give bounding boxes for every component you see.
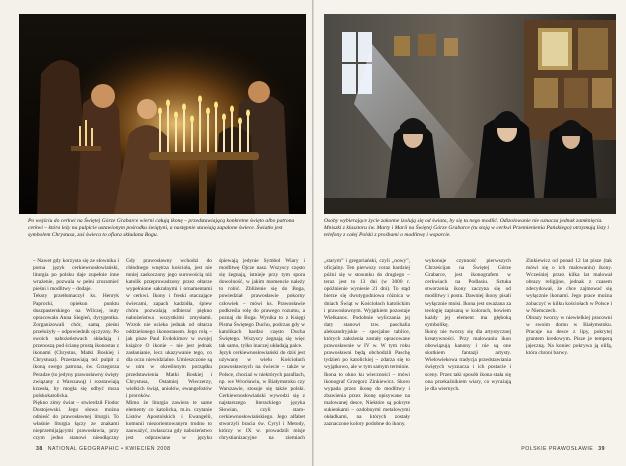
magazine-title: NATIONAL GEOGRAPHIC • KWIECIEŃ 2008: [47, 446, 171, 452]
paragraph: Mimo że liturgia zawiera te same elementy co katolicka, m.in. czytanie Listów Apostolskich i Ewangelii, komunii niezorientowanym trudno to zauważyć, zwłaszcza gdy nabożeństwo jest odprawiane w języku: [126, 399, 212, 442]
right-folio: [521, 446, 608, 452]
paragraph: Gdy prawosławny wchodzi do chłodnego wnętrza kościoła, jest nie mniej zaskoczony jego surowością niż katolik przeprowadzony przez ołtarze wypełnione sakralnymi i ornamentami w cerkwi. Ikony i freski otaczające świecami, zapach kadzidła, śpiew chóru pozwalają odbierać piękno nabożeństwa wszystkimi zmysłami. Wzrok nie ucieka jednak od ołtarza oddzielonego ikonostasem. Jego rolą – jak pisze Paul Evdokimov w swojej książce O ikonie – nie jest jednak zasłanianie, lecz ukazywanie tego, co dla oczu niewidzialne. Umieszczone są w nim w określonym porządku przedstawienia Matki Boskiej i Chrystusa, Ostatniej Wieczerzy, wielkich świąt, aniołów, ewangelistów i proroków.: [126, 258, 212, 399]
left-photo-caption: Po wejściu do cerkwi na Świętej Górze Grabarce wierni całują ikonę – przedstawiającą konkretne święto albo patrona cerkwi – która leży na pulpicie ustawionym pośrodku świątyni, a następnie stawiają zapalone świece. Światło jest symbolem Chrystusa, zaś świeca to ofiara składana Bogu.: [28, 218, 295, 239]
text-column-3: [219, 258, 305, 442]
paragraph: Ikony nie tworzy się dla artystycznej kreatywności. Przy malowaniu ikon obowiązują kanony i nie są one skutkiem fantazji artysty. Wielowiekowa tradycja przedstawiania świętych wyznacza i ich postacie i sceny. Przez taki sposób ikona stała się ona przekaźnikiem wiary, co wyrażają je dla wiernych.: [425, 328, 511, 392]
paragraph: Piękno zimy świat – stwierdził Fiodor Dostojewski. Jego słowa można odnieść do prawosławnej liturgii. To właśnie liturgia łączy ze znakami nieprzemijającymi prawosławia, przy czym jedno stanowi nieodłączny: [33, 399, 119, 442]
page-number: 38: [36, 446, 43, 452]
paragraph: Obrazy tworzy w niewielkiej pracowni w swoim domu w Białymstoku. Pracuje na desce z lipy, pokrytej gruntem kredowym. Pisze je temperą jajeczną. Na koniec pokrywa ją olifą, która chroni barwy.: [526, 314, 612, 357]
candles-photo: [19, 14, 306, 214]
paragraph: wykonuje czynność pierwszych Chrześcijan na Świętej Górze Grabarce, jest ikonografem w cerkwiach na Podlasiu. Sztuka stworzenia ikony zaczyna się od modlitwy i postu. Dawniej ikony pisali wyłącznie mnisi. Ikona jest uważana za teologię zapisaną w kolorach, bowiem każdy jej element ma głęboką symbolikę.: [425, 258, 511, 328]
paragraph: Ikona to okno ku wieczności – mówi ikonograf Grzegorz Zinkiewicz. Skoro wypada przez ikonę do modlitwy i zbawienia przez ikonę opisywane na malowanej desce, Niektóre są pokryte sukienkami – ozdobnymi metalowymi okładkami, na których zostały zaznaczone kolory podobne do ikony.: [324, 371, 410, 428]
right-page: [314, 0, 626, 466]
right-photo-caption: Osoby wybierające życie zakonne izolują się od świata, by się tu nego modlić. Odizolowanie nie oznacza jednak zamknięcia. Mniszki z klasztoru św. Marty i Marii na Świętej Górze Grabarce (tu stoją w cerkwi Przemienienia Pańskiego) otrzymują listy i telefony z całej Polski z prośbami o modlitwę i wsparcie.: [324, 218, 609, 239]
paragraph: śpiewają jedynie Symbol Wiary i modlitwę Ojcze nasz. Wszyscy często się żegnają, istnieje przy tym spora dowolność, w jakim momencie należy to robić. Zbliżenie się do Boga, powiedział prawosławie pokorny człowiek – mówi ks. Prawosławie podkreśla rolę do prawego rozumu, a poznaj do Boga. Wynika to z Księgi Pisma Świętego Duchu, podczas gdy w katolikach bardzo często Ducha Świętego. Wszyscy żegnają się więc tak samo, tylko inaczej układają palce.: [219, 258, 305, 350]
paragraph: „starym” i gregoriański, czyli „nowy”, oficjalny. Ten pierwszy coraz bardziej późni się w stosunku do drugiego – teraz jest to 13 dni (w 3000 r. opóźnienie wyniesie 21 dni). To stąd bierze się dwutygodniowa różnica w dniach Świąt w Kościołach katolickim i prawosławnym. Wyjątkiem pozostaje Wielkanoc. Podobnie wyliczania jej daty stanowi tzw. paschalia aleksandryjskie – specjalne tablice, których założenia zostały opracowane prawosławnie w IV w. W tym roku prawosławni będą obchodzili Paschę tydzień po katolickiej – zdarza się to wyjątkowo, ale w tym samym terminie.: [324, 258, 410, 371]
paragraph: – Nawet gdy korzysta się ze słownika i porna język cerkiewnosłowiański, liturgia po polsku daje zupełnie inne wrażenie, pozwala w pełni zrozumieć pieśni i modlitwy – dodaje.: [33, 258, 119, 293]
text-column-6: [526, 258, 612, 442]
text-column-2: [126, 258, 212, 442]
text-column-1: [33, 258, 119, 442]
paragraph: Zinkiewicz od ponad 12 lat pisze (tak mówi się o ich malowaniu) ikony. Wcześniej przez kilka lat malował obrazy religijne, jednak z czasem zdecydował, że chce zajmować się wyłącznie ikonami. Jego prace można zobaczyć w kilku kościołach w Polsce i w Niemczech.: [526, 258, 612, 314]
page-number: 39: [598, 446, 605, 452]
nuns-photo: [324, 14, 616, 214]
paragraph: Teksty przetłumaczył ks. Henryk Paprocki, opiekun punktu duszpasterskiego na Wilczej, nuty opracowała Anna Siegień, dyrygentka. Zorganizowali chór, samą pieśni przełożyły – odpowiednik ojczyzny. Po swoich nabożeństwach składają i przenoszą pod ścianę prostą ikonostas z ikonami (Chrystus, Matki Boskiej i Chrystusa). Przestawiają też pulpit z ikoną swego patrona, św. Grzegorza Peradze (to jedyny prawosławny święty związany z Warszawą) i rozstawiają krzesła, by mogła się odbyć msza polskokatolicka.: [33, 293, 119, 399]
paragraph: Język cerkiewnosłowiański do dziś jest używany w wielu Kościołach prawosławnych na świecie – także w Polsce, chociaż w niektórych parafiach, np. we Wrocławiu, w Białymstoku czy Warszawie, stosuje się także polski. Cerkiewnosłowiański wywodzi się z najstarszego literackiego języka Słowian, czyli staro-cerkiewnosłowiańskiego. Jego alfabet stworzyli bracia św. Cyryl i Metody, którzy w IX w. prowadzili misje chrystianizacyjne na ziemiach: [219, 350, 305, 442]
left-page: [0, 0, 312, 466]
text-column-5: [425, 258, 511, 442]
left-folio: [33, 446, 171, 452]
text-column-4: [324, 258, 410, 442]
section-title: POLSKIE PRAWOSŁAWIE: [521, 446, 594, 452]
